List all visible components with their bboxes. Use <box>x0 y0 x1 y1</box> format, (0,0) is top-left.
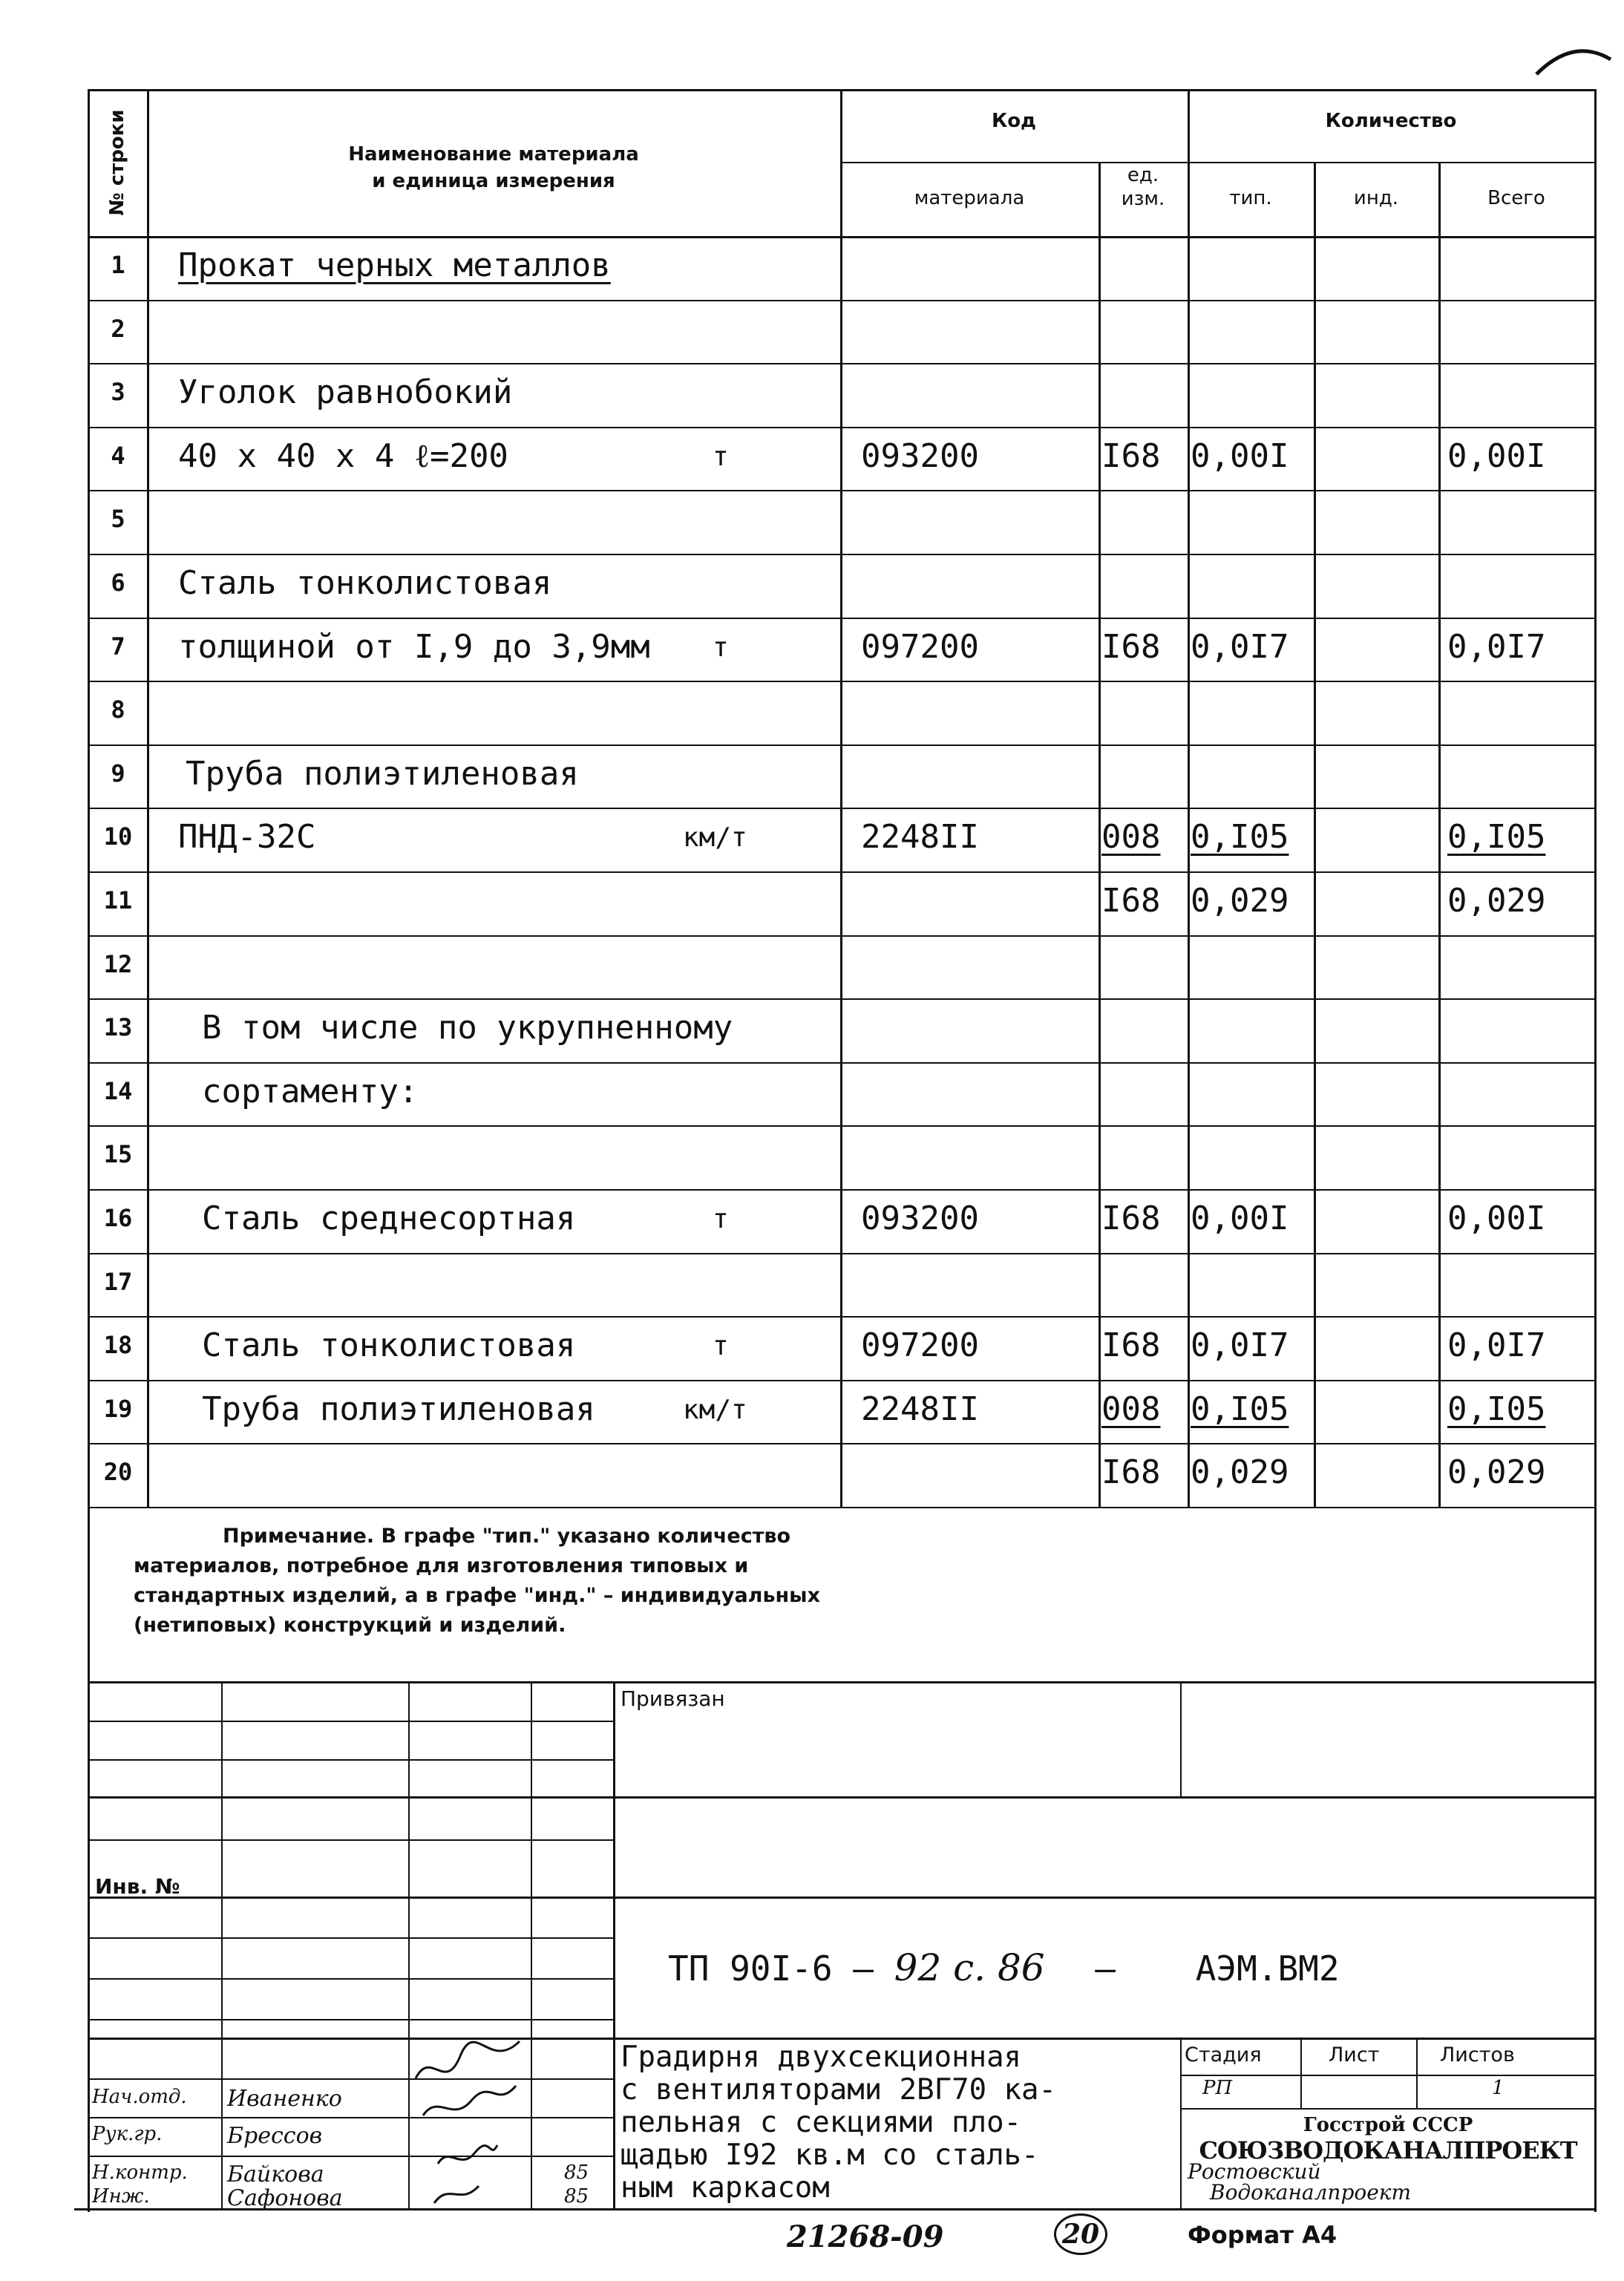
row-number: 1 <box>111 251 125 279</box>
row-divider <box>88 871 1594 873</box>
material-code-header: материала <box>914 187 1025 209</box>
material-name: Сталь среднесортная <box>202 1200 576 1237</box>
archive-number: 21268-09 <box>787 2219 944 2254</box>
page-circle-number: 20 <box>1054 2213 1107 2255</box>
stamp-person-name: Байкова <box>227 2161 324 2187</box>
row-number: 11 <box>103 886 133 914</box>
unit-header: ед. изм. <box>1121 164 1165 210</box>
row-divider <box>88 744 1594 746</box>
material-name: Уголок равнобокий <box>178 373 513 412</box>
row-divider <box>88 1380 1594 1381</box>
row-number: 15 <box>103 1140 133 1169</box>
unit-code: 008 <box>1101 818 1161 857</box>
row-divider <box>88 490 1594 491</box>
row-divider <box>88 935 1594 937</box>
quantity-typ: 0,00I <box>1191 436 1289 475</box>
material-name: Труба полиэтиленовая <box>202 1390 595 1428</box>
corner-mark <box>1529 30 1618 89</box>
unit-code: I68 <box>1101 627 1161 666</box>
quantity-header: Количество <box>1325 110 1457 132</box>
row-number: 17 <box>103 1267 133 1296</box>
stage-label: Стадия <box>1185 2043 1262 2066</box>
row-number: 7 <box>111 632 125 661</box>
signatures <box>408 2034 531 2208</box>
sheet-label: Лист <box>1329 2043 1380 2066</box>
stamp-person-name: Сафонова <box>227 2185 343 2211</box>
quantity-total: 0,I05 <box>1447 1390 1546 1428</box>
material-code: 097200 <box>861 627 979 666</box>
unit-label: т <box>713 632 729 663</box>
material-name: Прокат черных металлов <box>178 246 611 284</box>
quantity-total: 0,I05 <box>1447 818 1546 857</box>
material-name: В том числе по укрупненному <box>202 1009 733 1047</box>
total-header: Всего <box>1487 187 1545 209</box>
quantity-typ: 0,029 <box>1191 882 1289 920</box>
quantity-typ: 0,I05 <box>1191 818 1289 857</box>
row-number: 10 <box>103 822 133 851</box>
quantity-typ: 0,I05 <box>1191 1390 1289 1428</box>
privyazan-label: Привязан <box>621 1686 725 1711</box>
quantity-typ: 0,0I7 <box>1191 1326 1289 1365</box>
row-divider <box>88 1316 1594 1318</box>
material-name: сортаменту: <box>202 1072 419 1110</box>
sheets-value: 1 <box>1492 2077 1505 2099</box>
row-divider <box>88 1125 1594 1127</box>
ind-header: инд. <box>1353 187 1399 209</box>
stamp-person-name: Иваненко <box>227 2086 342 2112</box>
organization-branch: Ростовский Водоканалпроект <box>1188 2159 1412 2205</box>
sheets-label: Листов <box>1440 2043 1515 2066</box>
row-divider <box>88 808 1594 809</box>
unit-code: I68 <box>1101 436 1161 475</box>
row-divider <box>88 681 1594 682</box>
material-name: Сталь тонколистовая <box>202 1326 576 1365</box>
stamp-role: Н.контр. <box>92 2161 188 2184</box>
row-divider <box>88 363 1594 364</box>
row-number-header: № строки <box>106 109 128 216</box>
material-name: толщиной от I,9 до 3,9мм <box>178 627 650 666</box>
material-name: Сталь тонколистовая <box>178 564 552 602</box>
row-number: 2 <box>111 314 125 343</box>
stamp-person-name: Брессов <box>227 2123 323 2149</box>
row-divider <box>88 1507 1594 1508</box>
quantity-typ: 0,00I <box>1191 1200 1289 1237</box>
unit-code: I68 <box>1101 1326 1161 1365</box>
row-divider <box>88 554 1594 555</box>
name-header: Наименование материала и единица измерения <box>348 143 639 192</box>
note: Примечание. В графе "тип." указано количество материалов, потребное для изготовления типовых и стандартных изделий, а в графе "инд." – индивидуальных (нетиповых) конструкций и изделий. <box>134 1525 821 1637</box>
stamp-date: 85 <box>564 2185 589 2208</box>
organization: Госстрой СССР СОЮЗВОДОКАНАЛПРОЕКТ <box>1199 2114 1577 2164</box>
unit-label: т <box>713 441 729 472</box>
quantity-typ: 0,0I7 <box>1191 627 1289 666</box>
stamp-role: Рук.гр. <box>92 2123 163 2145</box>
row-divider <box>88 427 1594 428</box>
row-number: 13 <box>103 1013 133 1042</box>
row-number: 19 <box>103 1394 133 1423</box>
inventory-number-label: Инв. № <box>95 1874 180 1899</box>
row-number: 18 <box>103 1331 133 1360</box>
quantity-total: 0,029 <box>1447 1453 1546 1492</box>
row-divider <box>88 998 1594 1000</box>
document-code: ТП 90I-6 – 92 с. 86 – АЭМ.ВМ2 <box>668 1946 1340 1989</box>
row-number: 3 <box>111 378 125 407</box>
typ-header: тип. <box>1229 187 1272 209</box>
row-divider <box>88 1062 1594 1064</box>
stamp-date: 85 <box>564 2161 589 2184</box>
material-code: 093200 <box>861 1200 979 1237</box>
quantity-total: 0,00I <box>1447 436 1546 475</box>
row-number: 12 <box>103 949 133 978</box>
quantity-total: 0,0I7 <box>1447 1326 1546 1365</box>
drawing-title: Градирня двухсекционная с вентиляторами 2ВГ70 ка- пельная с секциями пло- щадью I92 кв.м со сталь- ным каркасом <box>621 2041 1056 2205</box>
unit-label: т <box>713 1204 729 1234</box>
row-number: 5 <box>111 505 125 534</box>
material-name: ПНД-32С <box>178 818 316 857</box>
row-number: 6 <box>111 569 125 597</box>
unit-label: т <box>713 1331 729 1362</box>
unit-label: км/т <box>683 1394 747 1425</box>
unit-code: I68 <box>1101 1453 1161 1492</box>
row-number: 8 <box>111 696 125 724</box>
material-code: 2248II <box>861 818 979 857</box>
quantity-total: 0,00I <box>1447 1200 1546 1237</box>
material-name: Труба полиэтиленовая <box>186 754 579 793</box>
stamp-role: Инж. <box>92 2185 150 2208</box>
stamp-role: Нач.отд. <box>92 2086 187 2108</box>
row-number: 20 <box>103 1458 133 1487</box>
material-code: 093200 <box>861 436 979 475</box>
material-code: 097200 <box>861 1326 979 1365</box>
quantity-total: 0,0I7 <box>1447 627 1546 666</box>
material-code: 2248II <box>861 1390 979 1428</box>
row-divider <box>88 1253 1594 1254</box>
row-number: 14 <box>103 1076 133 1105</box>
row-number: 4 <box>111 441 125 470</box>
unit-label: км/т <box>683 822 747 854</box>
quantity-total: 0,029 <box>1447 882 1546 920</box>
unit-code: I68 <box>1101 1200 1161 1237</box>
row-divider <box>88 1189 1594 1191</box>
format-label: Формат А4 <box>1188 2221 1337 2249</box>
unit-code: 008 <box>1101 1390 1161 1428</box>
row-number: 9 <box>111 759 125 788</box>
stage-value: РП <box>1202 2077 1233 2099</box>
row-number: 16 <box>103 1204 133 1232</box>
row-divider <box>88 300 1594 301</box>
quantity-typ: 0,029 <box>1191 1453 1289 1492</box>
row-divider <box>88 618 1594 619</box>
code-header: Код <box>991 110 1037 132</box>
unit-code: I68 <box>1101 882 1161 920</box>
material-name: 40 х 40 х 4 ℓ=200 <box>178 436 508 475</box>
row-divider <box>88 1443 1594 1444</box>
